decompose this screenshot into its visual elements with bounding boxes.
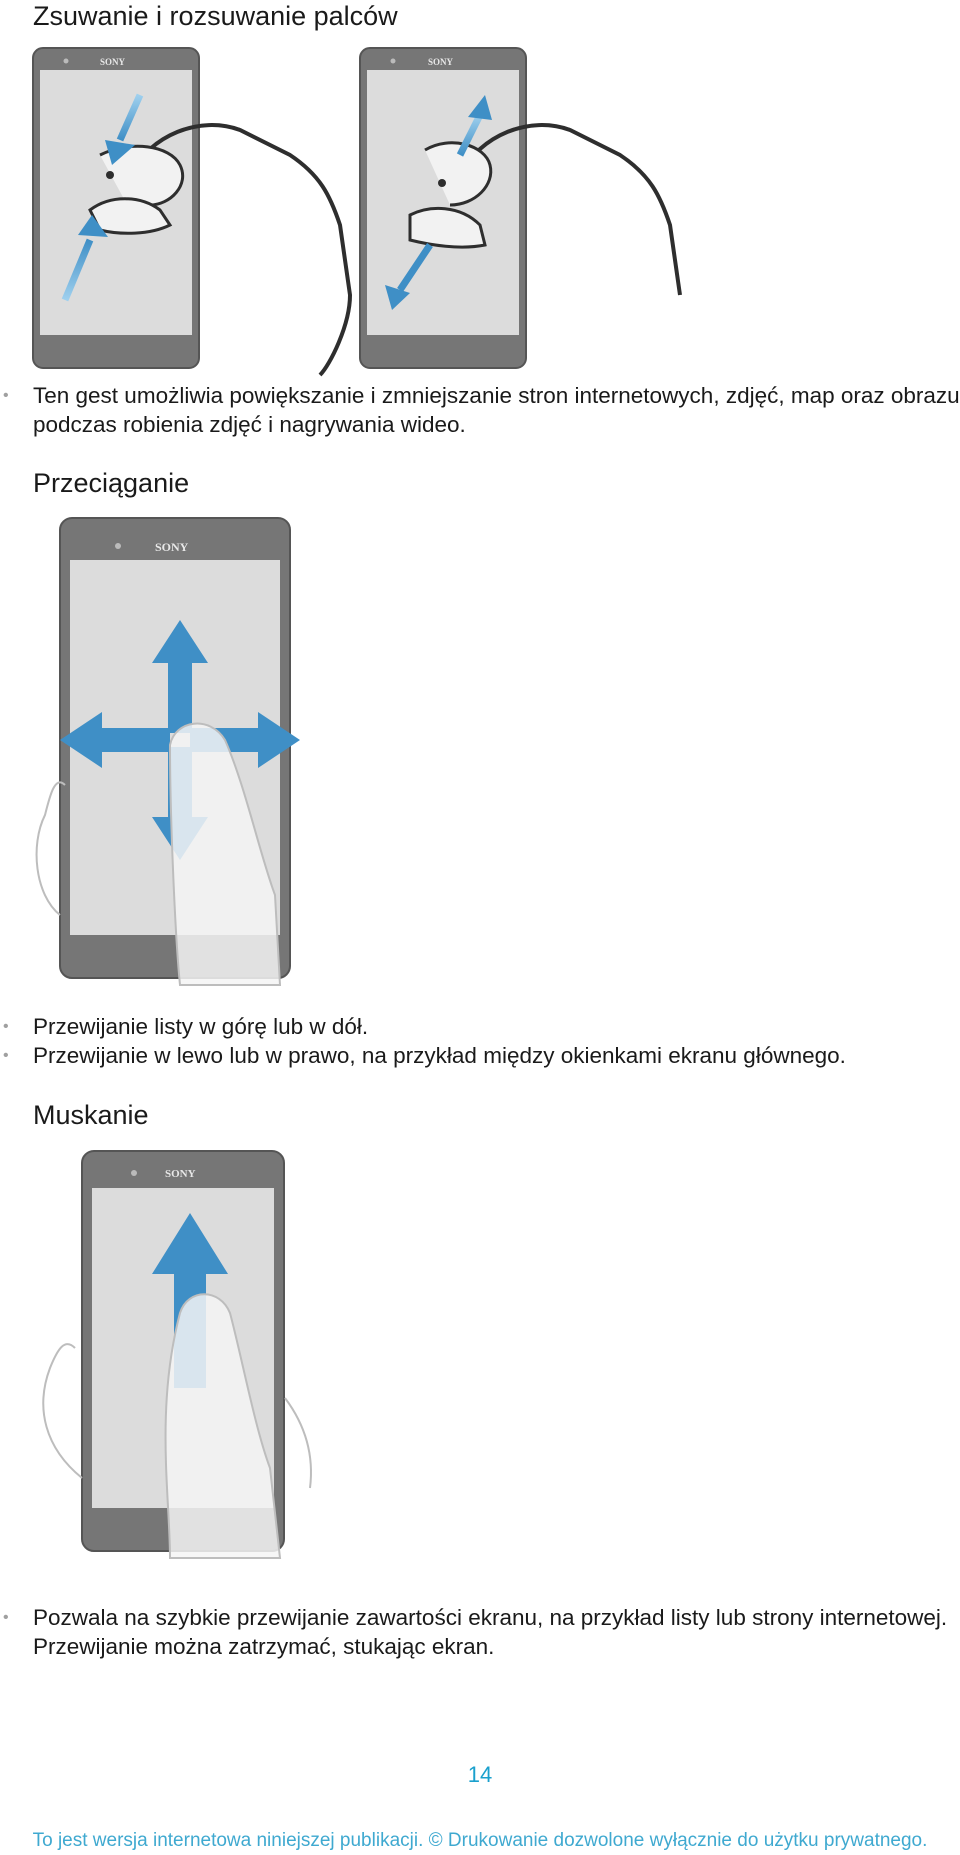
pinch-illustration <box>30 45 680 375</box>
heading-drag: Przeciąganie <box>33 468 190 498</box>
bullet-list-pinch <box>0 381 960 439</box>
bullet-list-drag <box>0 1012 960 1070</box>
drag-illustration <box>30 515 310 985</box>
list-item: • Pozwala na szybkie przewijanie zawartości ekranu, na przykład listy lub strony internetowej. Przewijanie można zatrzymać, stukając ekran. <box>0 1603 960 1661</box>
brand-logo: SONY <box>100 57 126 67</box>
list-item: • Ten gest umożliwia powiększanie i zmniejszanie stron internetowych, zdjęć, map oraz obrazu podczas robienia zdjęć i nagrywania wideo. <box>0 381 960 439</box>
list-item: • Przewijanie listy w górę lub w dół. <box>0 1012 960 1041</box>
footer-note: To jest wersja internetowa niniejszej publikacji. © Drukowanie dozwolone wyłącznie do użytku prywatnego. <box>32 1830 928 1851</box>
heading-pinch: Zsuwanie i rozsuwanie palców <box>33 1 398 31</box>
brand-logo: SONY <box>165 1168 196 1180</box>
brand-logo: SONY <box>155 540 189 554</box>
page-number: 14 <box>467 1762 493 1787</box>
heading-flick: Muskanie <box>33 1100 149 1130</box>
list-item: • Przewijanie w lewo lub w prawo, na przykład między okienkami ekranu głównego. <box>0 1041 960 1070</box>
brand-logo: SONY <box>428 57 454 67</box>
flick-illustration <box>30 1148 320 1558</box>
bullet-list-flick <box>0 1603 960 1661</box>
